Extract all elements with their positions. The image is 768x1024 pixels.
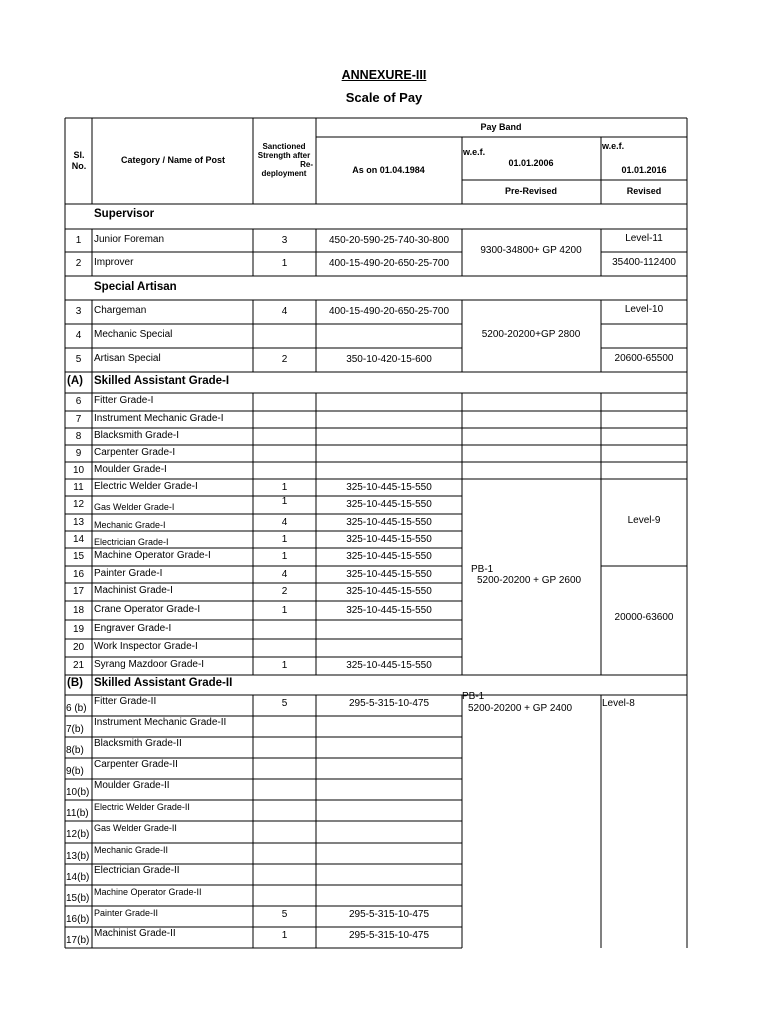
b-pb-label: PB-1 — [462, 691, 485, 702]
a-pb-label: PB-1 — [471, 564, 494, 575]
row-sl-no: 12(b) — [66, 829, 90, 840]
row-scale-1984: 295-5-315-10-475 — [348, 697, 430, 709]
row-post-name: Gas Welder Grade-II — [94, 823, 177, 833]
row-strength: 1 — [281, 481, 288, 493]
row-post-name: Crane Operator Grade-I — [94, 603, 201, 615]
header-sanctioned: Sanctioned — [262, 142, 306, 151]
row-strength: 4 — [281, 306, 288, 317]
row-post-name: Engraver Grade-I — [94, 622, 172, 634]
row-sl-no: 18 — [72, 604, 85, 616]
row-post-name: Mechanic Special — [94, 329, 173, 340]
row-strength: 4 — [281, 568, 288, 580]
row-sl-no: 11 — [73, 481, 84, 493]
row-post-name: Artisan Special — [94, 353, 161, 364]
row-post-name: Syrang Mazdoor Grade-I — [94, 659, 205, 670]
row-sl-no: 3 — [75, 306, 82, 317]
row-sl-no: 14 — [72, 533, 85, 545]
page-subtitle: Scale of Pay — [345, 90, 423, 105]
header-sl-no: Sl. — [73, 150, 85, 160]
row-sl-no: 13 — [72, 516, 85, 528]
row-sl-no: 7(b) — [66, 723, 84, 735]
row-sl-no: 6 — [75, 396, 82, 407]
header-as-on-1984: As on 01.04.1984 — [352, 165, 425, 175]
row-post-name: Electric Welder Grade-I — [94, 480, 198, 492]
a-pay-2016: 20000-63600 — [614, 612, 674, 623]
row-strength: 1 — [281, 551, 288, 562]
row-post-name: Instrument Mechanic Grade-II — [94, 716, 227, 728]
header-sanctioned-2: Strength after — [257, 151, 311, 160]
row-post-name: Machinist Grade-II — [94, 927, 176, 939]
row-strength: 3 — [281, 234, 288, 246]
row-sl-no: 9(b) — [66, 765, 84, 777]
row-sl-no: 16 — [72, 568, 85, 580]
row-post-name: Fitter Grade-II — [94, 695, 157, 707]
row-scale-1984: 325-10-445-15-550 — [346, 533, 432, 545]
section-supervisor: Supervisor — [94, 208, 155, 220]
annexure-title: ANNEXURE-III — [341, 68, 427, 82]
row-strength: 2 — [281, 586, 288, 597]
row-post-name: Improver — [94, 257, 134, 268]
row-sl-no: 17(b) — [66, 934, 90, 946]
row-post-name: Electrician Grade-I — [94, 536, 169, 547]
b-pay-2006: 5200-20200 + GP 2400 — [468, 703, 573, 714]
row-sl-no: 21 — [72, 660, 85, 671]
row-post-name: Painter Grade-I — [94, 567, 163, 579]
row-strength: 5 — [281, 697, 288, 709]
row-sl-no: 10(b) — [66, 786, 90, 798]
header-category: Category / Name of Post — [120, 155, 226, 165]
header-wef-2006-label: w.e.f. — [463, 147, 486, 157]
row-post-name: Instrument Mechanic Grade-I — [94, 412, 224, 424]
row-post-name: Blacksmith Grade-II — [94, 737, 182, 749]
row-post-name: Work Inspector Grade-I — [94, 641, 198, 652]
supervisor-pay-2016: 35400-112400 — [612, 257, 676, 268]
row-sl-no: 10 — [72, 464, 85, 476]
row-sl-no: 5 — [75, 354, 82, 365]
row-post-name: Blacksmith Grade-I — [94, 429, 180, 441]
special-pay-2006: 5200-20200+GP 2800 — [481, 329, 581, 340]
row-scale-1984: 400-15-490-20-650-25-700 — [328, 258, 450, 269]
row-sl-no: 6 (b) — [66, 702, 87, 714]
row-scale-1984: 325-10-445-15-550 — [346, 586, 432, 597]
row-scale-1984: 295-5-315-10-475 — [348, 929, 430, 941]
row-scale-1984: 325-10-445-15-550 — [346, 604, 432, 616]
a-level: Level-9 — [627, 515, 661, 526]
row-sl-no: 14(b) — [66, 871, 90, 883]
special-level: Level-10 — [624, 304, 664, 315]
row-strength: 1 — [281, 660, 288, 671]
row-post-name: Moulder Grade-I — [94, 463, 167, 475]
row-scale-1984: 325-10-445-15-550 — [346, 660, 432, 671]
b-level: Level-8 — [602, 698, 635, 709]
row-sl-no: 8(b) — [66, 744, 84, 756]
row-strength: 4 — [281, 516, 288, 528]
row-sl-no: 4 — [75, 330, 82, 341]
header-revised: Revised — [626, 186, 662, 196]
header-wef-2016-label: w.e.f. — [602, 141, 625, 151]
section-skilled-grade-2: Skilled Assistant Grade-II — [94, 677, 233, 689]
row-post-name: Gas Welder Grade-I — [94, 502, 175, 512]
row-scale-1984: 400-15-490-20-650-25-700 — [328, 306, 450, 317]
row-sl-no: 1 — [75, 234, 82, 246]
row-post-name: Fitter Grade-I — [94, 395, 154, 406]
row-sl-no: 20 — [72, 642, 85, 653]
row-strength: 2 — [281, 354, 288, 365]
row-sl-no: 15 — [72, 551, 85, 562]
row-scale-1984: 325-10-445-15-550 — [346, 516, 432, 528]
row-scale-1984: 325-10-445-15-550 — [346, 499, 432, 510]
row-post-name: Mechanic Grade-II — [94, 844, 169, 855]
row-strength: 1 — [281, 604, 288, 616]
row-post-name: Chargeman — [94, 305, 147, 316]
row-post-name: Machinist Grade-I — [94, 585, 173, 596]
section-special-artisan: Special Artisan — [94, 281, 177, 293]
row-sl-no: 13(b) — [66, 850, 90, 862]
row-scale-1984: 295-5-315-10-475 — [348, 908, 430, 920]
row-strength: 1 — [281, 533, 288, 545]
header-sanctioned-4: deployment — [261, 169, 307, 178]
row-post-name: Mechanic Grade-I — [94, 519, 166, 530]
row-strength: 5 — [281, 908, 288, 920]
row-post-name: Machine Operator Grade-I — [94, 550, 211, 561]
row-post-name: Carpenter Grade-II — [94, 758, 178, 770]
header-sanctioned-3: Re- — [300, 160, 313, 169]
row-strength: 1 — [281, 496, 288, 507]
row-post-name: Machine Operator Grade-II — [94, 886, 202, 897]
a-pay-2006: 5200-20200 + GP 2600 — [477, 575, 582, 586]
row-sl-no: 9 — [75, 447, 82, 459]
row-post-name: Carpenter Grade-I — [94, 446, 176, 458]
row-post-name: Electrician Grade-II — [94, 864, 180, 876]
row-strength: 1 — [281, 258, 288, 269]
row-sl-no: 16(b) — [66, 913, 90, 925]
header-wef-2006: 01.01.2006 — [508, 158, 554, 168]
row-sl-no: 7 — [75, 413, 82, 425]
header-pay-band: Pay Band — [480, 122, 522, 132]
row-sl-no: 2 — [75, 258, 82, 269]
row-scale-1984: 350-10-420-15-600 — [346, 354, 432, 365]
section-b-label: (B) — [67, 677, 83, 689]
section-skilled-grade-1: Skilled Assistant Grade-I — [94, 375, 230, 387]
row-scale-1984: 325-10-445-15-550 — [346, 481, 432, 493]
row-sl-no: 8 — [75, 430, 82, 442]
row-post-name: Junior Foreman — [94, 233, 165, 245]
row-scale-1984: 450-20-590-25-740-30-800 — [328, 234, 450, 246]
special-pay-2016: 20600-65500 — [614, 353, 674, 364]
row-post-name: Electric Welder Grade-II — [94, 801, 190, 812]
row-scale-1984: 325-10-445-15-550 — [346, 551, 432, 562]
row-sl-no: 12 — [72, 499, 85, 510]
row-sl-no: 11(b) — [66, 807, 89, 819]
row-sl-no: 17 — [72, 586, 85, 597]
row-scale-1984: 325-10-445-15-550 — [346, 568, 432, 580]
row-post-name: Painter Grade-II — [94, 907, 159, 918]
header-wef-2016: 01.01.2016 — [621, 165, 667, 175]
row-sl-no: 19 — [72, 623, 85, 635]
section-a-label: (A) — [67, 375, 83, 387]
header-sl-no-2: No. — [71, 161, 87, 171]
row-strength: 1 — [281, 929, 288, 941]
supervisor-pay-2006: 9300-34800+ GP 4200 — [480, 245, 582, 256]
row-sl-no: 15(b) — [66, 892, 90, 904]
header-pre-revised: Pre-Revised — [504, 186, 558, 196]
supervisor-level: Level-11 — [625, 233, 663, 244]
row-post-name: Moulder Grade-II — [94, 779, 170, 791]
